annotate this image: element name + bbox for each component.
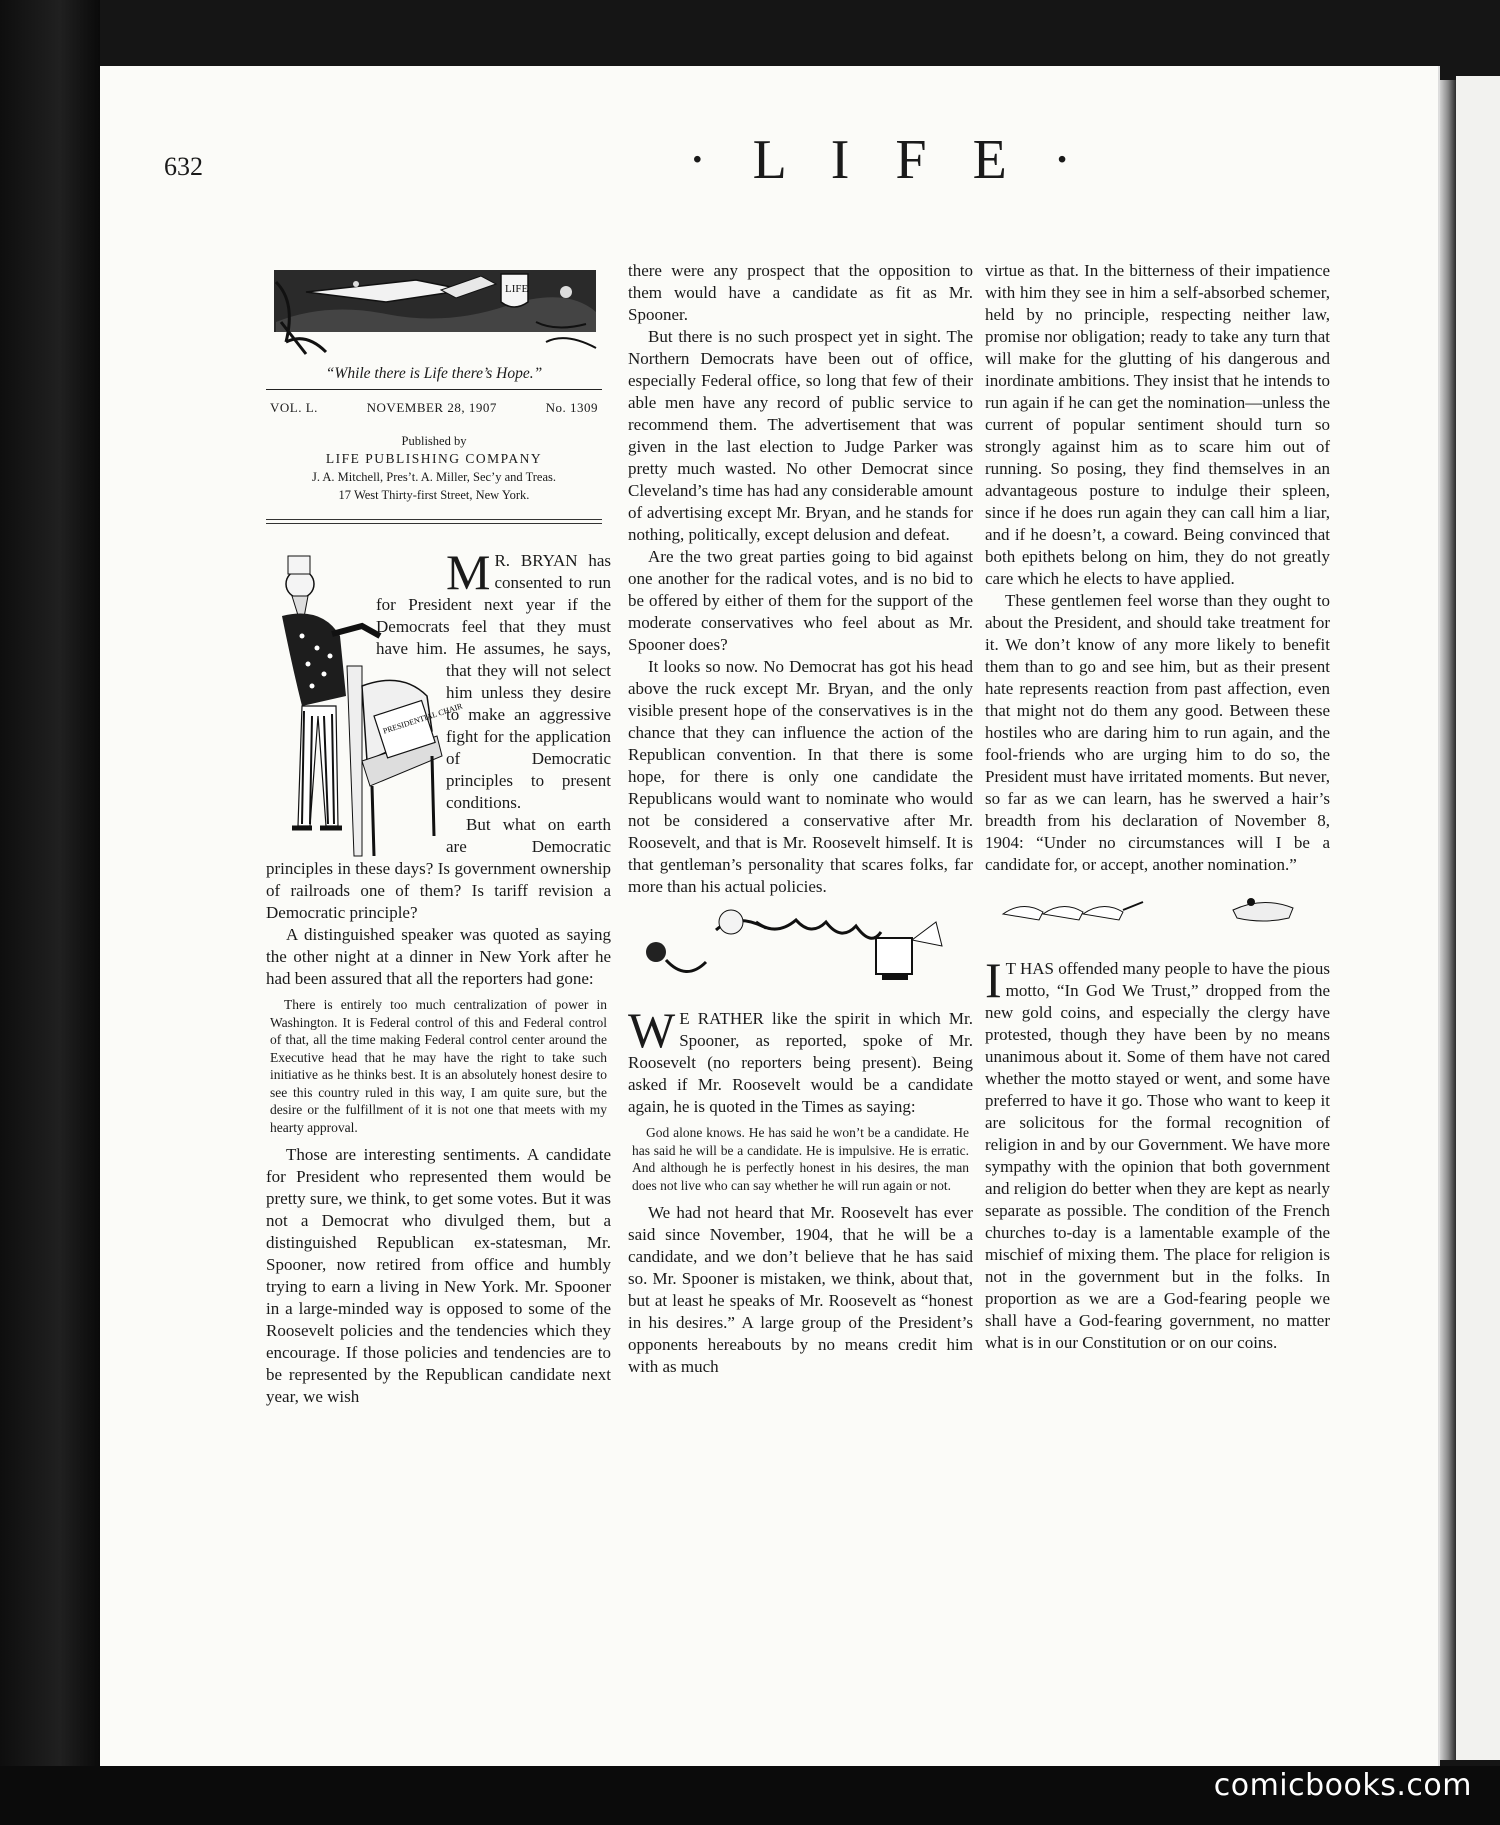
column-3: [985, 260, 1330, 1354]
paragraph: But what on earth are Democratic principles in these days? Is government ownership of railroads one of them? Is tariff revision a Democratic principle?: [266, 815, 611, 922]
facing-page-edge: [1456, 76, 1500, 1760]
binding-gutter: [1440, 80, 1456, 1760]
scan-dark-margin: [0, 0, 100, 1825]
issue-number: No. 1309: [545, 400, 598, 415]
chair-sign: PRESIDENTIAL CHAIR: [381, 701, 464, 736]
paragraph: We had not heard that Mr. Roosevelt has ever said since November, 1904, that he will be a candidate, and we don’t believe that he has said so. Mr. Spooner is mistaken, we think, about that, but at least he speaks of Mr. Roosevelt as “honest in his desires.” A large group of the President’s opponents hereabouts by no means credit him with as much: [628, 1203, 973, 1376]
publisher-info: [266, 432, 602, 504]
paragraph: A distinguished speaker was quoted as saying the other night at a dinner in New York after he had been assured that all the reporters had gone:: [266, 925, 611, 988]
paragraph: there were any prospect that the opposition to them would have a candidate as fit as Mr. Spooner.: [628, 261, 973, 324]
column-1: [266, 544, 611, 1408]
paragraph: Are the two great parties going to bid against one another for the radical votes, and is no bid to be offered by either of them for the support of the moderate conservatives who feel about as Mr. Spooner does?: [628, 547, 973, 654]
publisher-address: 17 West Thirty-first Street, New York.: [338, 488, 530, 502]
paragraph: [628, 1002, 973, 1118]
drop-cap: I: [985, 952, 1002, 1008]
paragraph-text: E RATHER like the spirit in which Mr. Spooner, as reported, spoke of Mr. Roosevelt (no reporters being present). Being asked if Mr. Roosevelt would be a candidate again, he is quoted in the Times as saying:: [628, 1009, 973, 1116]
drop-cap: W: [628, 1002, 676, 1058]
paragraph: It looks so now. No Democrat has got his head above the ruck except Mr. Bryan, and the only visible present hope of the conservatives is in the chance that they can influence the action of the Republican convention. In that there is some hope, for there is only one candidate the Republicans would want to nominate who would not be considered a conservative after Mr. Roosevelt, and that is Mr. Roosevelt himself. It is that gentleman’s personality that scares folks, far more than his actual policies.: [628, 657, 973, 896]
divider: [266, 389, 602, 390]
motto: “While there is Life there’s Hope.”: [325, 365, 543, 382]
header-illustration: [266, 262, 602, 358]
publisher-officers: J. A. Mitchell, Pres’t. A. Miller, Sec’y and Treas.: [311, 470, 557, 484]
published-by: Published by: [401, 434, 467, 448]
jack-in-box-vignette: [636, 902, 966, 998]
block-quote: There is entirely too much centralization of power in Washington. It is Federal control of this and Federal control of that, all the time making Federal control center around the Executive head that he may have the right to take such initiative as he thinks best. It is an absolutely honest desire to see this country ruled in this way, I am quite sure, but the desire or the fulfillment of it is not one that meets with my hearty approval.: [270, 997, 607, 1135]
drop-cap: M: [446, 544, 491, 600]
issue-date: NOVEMBER 28, 1907: [366, 400, 497, 415]
geese-vignette: [993, 880, 1323, 940]
divider: [266, 519, 602, 520]
page-number: 632: [164, 152, 203, 181]
volume: VOL. L.: [270, 400, 318, 415]
paragraph: virtue as that. In the bitterness of their impatience with him they see in him a self-absorbed schemer, held by no principle, respecting neither law, promise nor obligation; ready to take any turn that will make for the glutting of his dangerous and inordinate ambitions. They insist that he intends to run again if he can get the nomination—unless the current of popular sentiment should turn so strongly against him as to scare him out of running. So posing, they find themselves in an advantageous posture to indulge their spleen, since if he does run again they can call him a liar, and if he doesn’t, a coward. Being convinced that both epithets belong on him, they do not greatly care which he elects to have applied.: [985, 261, 1330, 588]
block-quote: God alone knows. He has said he won’t be a candidate. He has said he will be a candidate. He is impulsive. He is erratic. And although he is perfectly honest in his desires, the man does not live who can say whether he will run again or not.: [632, 1125, 969, 1193]
editorial-header: [266, 262, 602, 524]
shield-label: LIFE: [505, 283, 529, 295]
column-2: [628, 260, 973, 1378]
paragraph: [985, 952, 1330, 1354]
paragraph: Those are interesting sentiments. A candidate for President who represented them would be pretty sure, we think, to get some votes. But it was not a Democrat who divulged them, but a distinguished Republican ex-statesman, Mr. Spooner, now retired from office and humbly trying to earn a living in New York. Mr. Spooner in a large-minded way is opposed to some of the Roosevelt policies and the tendencies which they encourage. If those policies and tendencies are to be represented by the Republican candidate next year, we wish: [266, 1145, 611, 1406]
paragraph-text: R. BRYAN has consented to run for President next year if the Democrats feel that they must have him. He assumes, he says, that they will not select him unless they desire to make an aggressive fight for the application of Democratic principles to present conditions.: [376, 551, 611, 812]
volume-line: [266, 400, 602, 416]
paragraph: But there is no such prospect yet in sight. The Northern Democrats have been out of office, especially Federal office, so long that few of their able men have any record of public service to recommend them. The advertisement that was given in the last election to Judge Parker was pretty much wasted. No other Democrat since Cleveland’s time has had any considerable amount of advertising except Mr. Bryan, and he stands for nothing, politically, except delusion and defeat.: [628, 327, 973, 544]
paragraph: These gentlemen feel worse than they ought to about the President, and should take treatment for it. We don’t know of any more likely to benefit them than to go and see him, but as their present hate represents reaction from past affection, even that might not do them any good. Between these hostiles who are daring him to run again, and the fool-friends who are urging him to do so, the President must have irritated moments. But never, so far as we can learn, has he swerved a hair’s breadth from his declaration of November 8, 1904: “Under no circumstances will I be a candidate for, or accept, another nomination.”: [985, 591, 1330, 874]
paragraph-text: T HAS offended many people to have the pious motto, “In God We Trust,” dropped from the new gold coins, and especially the clergy have protested, though they have been by no means unanimous about it. Some of them have not cared whether the motto stayed or went, and some have preferred to have it go. Those who want to keep it are solicitous for the formal recognition of religion in and by our Government. We have more sympathy with the opinion that both government and religion do better when they are kept as nearly separate as possible. The condition of the French churches to-day is a lamentable example of the mischief of mixing them. The place for religion is not in the government but in the folks. In proportion as we are a God-fearing people we shall have a God-fearing government, no matter what is in our Constitution or on our coins.: [985, 959, 1330, 1352]
publisher-company: LIFE PUBLISHING COMPANY: [325, 451, 543, 466]
masthead-title: · L I F E ·: [688, 129, 1088, 191]
watermark-text: comicbooks.com: [1213, 1768, 1472, 1803]
divider: [266, 523, 602, 524]
